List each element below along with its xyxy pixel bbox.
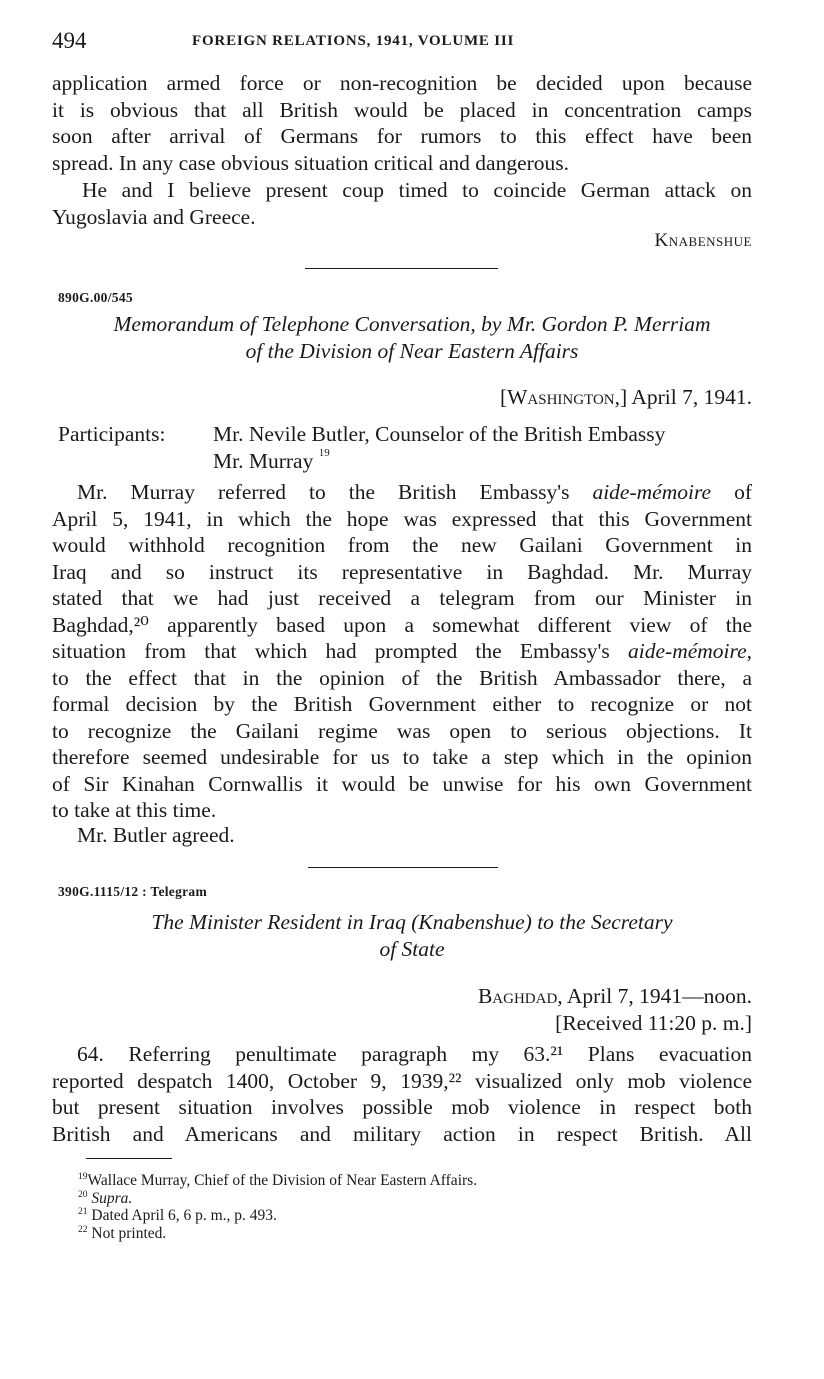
telegram-body [52, 1041, 752, 1147]
dateline-date: April 7, 1941. [627, 385, 752, 409]
text-line: formal decision by the British Government either to recognize or not [52, 692, 752, 716]
signature-knabenshue: Knabenshue [654, 230, 752, 251]
participant-murray-name: Mr. Murray [213, 448, 314, 473]
footnote-number: 22 [78, 1224, 88, 1235]
text-line: stated that we had just received a telegram from our Minister in [52, 586, 752, 610]
memorandum-body [52, 479, 752, 824]
participants-label: Participants: [58, 422, 166, 446]
file-reference: 390G.1115/12 : Telegram [58, 884, 208, 899]
text-line: 64. Referring penultimate paragraph my 63.²¹ Plans evacuation [77, 1042, 752, 1066]
text-line: to recognize the Gailani regime was open to serious objections. It [52, 718, 752, 743]
text-line: but present situation involves possible mob violence in respect both [52, 1095, 752, 1119]
footnote-text: Dated April 6, 6 p. m., p. 493. [91, 1207, 277, 1224]
text-line: therefore seemed undesirable for us to take a step which in the opinion [52, 745, 752, 769]
dateline-place: Baghdad, [477, 984, 563, 1008]
footnote-text: Not printed. [91, 1224, 167, 1242]
title-line: of the Division of Near Eastern Affairs [245, 339, 579, 363]
title-line: The Minister Resident in Iraq (Knabenshue) to the Secretary [151, 910, 673, 934]
dateline [500, 385, 752, 410]
text-line: application armed force or non-recognition be decided upon because [52, 71, 752, 95]
text-line: soon after arrival of Germans for rumors to this effect have been [52, 124, 752, 148]
dateline [478, 984, 752, 1009]
footnote-22 [78, 1225, 477, 1243]
page-number: 494 [52, 28, 87, 53]
section-divider [305, 268, 498, 269]
document-title [52, 311, 772, 365]
title-line: of State [379, 937, 445, 961]
text-line: situation from that which had prompted the Embassy's aide-mémoire, [52, 639, 752, 663]
text-line: Iraq and so instruct its representative in Baghdad. Mr. Murray [52, 559, 752, 584]
text-line: Yugoslavia and Greece. [52, 204, 256, 229]
text-line: Mr. Butler agreed. [77, 823, 235, 847]
text-line: He and I believe present coup timed to coincide German attack on [82, 178, 752, 202]
text-line: spread. In any case obvious situation critical and dangerous. [52, 150, 570, 175]
dateline-date: April 7, 1941—noon. [562, 984, 752, 1008]
running-head: FOREIGN RELATIONS, 1941, VOLUME III [192, 33, 515, 49]
footnote-number: 21 [78, 1207, 88, 1217]
participant-list [213, 421, 665, 474]
footnote-21 [78, 1207, 477, 1225]
text-line: Baghdad,²⁰ apparently based upon a somewhat different view of the [52, 612, 752, 637]
footnote-divider [86, 1158, 172, 1159]
title-line: Memorandum of Telephone Conversation, by Mr. Gordon P. Merriam [113, 312, 711, 336]
participant-butler: Mr. Nevile Butler, Counselor of the British Embassy [213, 422, 666, 446]
text-line: of Sir Kinahan Cornwallis it would be unwise for his own Government [52, 771, 752, 796]
file-reference: 890G.00/545 [58, 290, 133, 305]
text-line: to the effect that in the opinion of the British Ambassador there, a [52, 665, 752, 690]
paragraph-coup [52, 177, 752, 230]
footnote-text: Supra. [91, 1189, 133, 1207]
footnotes [78, 1172, 477, 1242]
participant-murray [213, 448, 665, 475]
received-line: [Received 11:20 p. m.] [555, 1011, 752, 1035]
continued-paragraph [52, 70, 752, 176]
footnote-19 [78, 1172, 477, 1190]
footnote-ref: 19 [318, 446, 330, 459]
text-line: reported despatch 1400, October 9, 1939,²² visualized only mob violence [52, 1068, 752, 1093]
text-line: British and Americans and military action in respect British. All [52, 1121, 752, 1146]
text-line: it is obvious that all British would be placed in concentration camps [52, 97, 752, 122]
section-divider [308, 867, 498, 868]
page-header [52, 28, 752, 58]
document-title [52, 909, 772, 963]
footnote-text: Wallace Murray, Chief of the Division of Near Eastern Affairs. [87, 1172, 478, 1189]
footnote-20 [78, 1190, 477, 1208]
text-line: April 5, 1941, in which the hope was expressed that this Government [52, 506, 752, 531]
footnote-number: 20 [78, 1189, 88, 1200]
text-line: would withhold recognition from the new Gailani Government in [52, 533, 752, 557]
dateline-place: [Washington,] [499, 385, 628, 409]
text-line: to take at this time. [52, 798, 217, 822]
footnote-number: 19 [78, 1172, 88, 1182]
text-line: Mr. Murray referred to the British Embassy's aide-mémoire of [77, 480, 752, 504]
closing-line [52, 822, 752, 849]
